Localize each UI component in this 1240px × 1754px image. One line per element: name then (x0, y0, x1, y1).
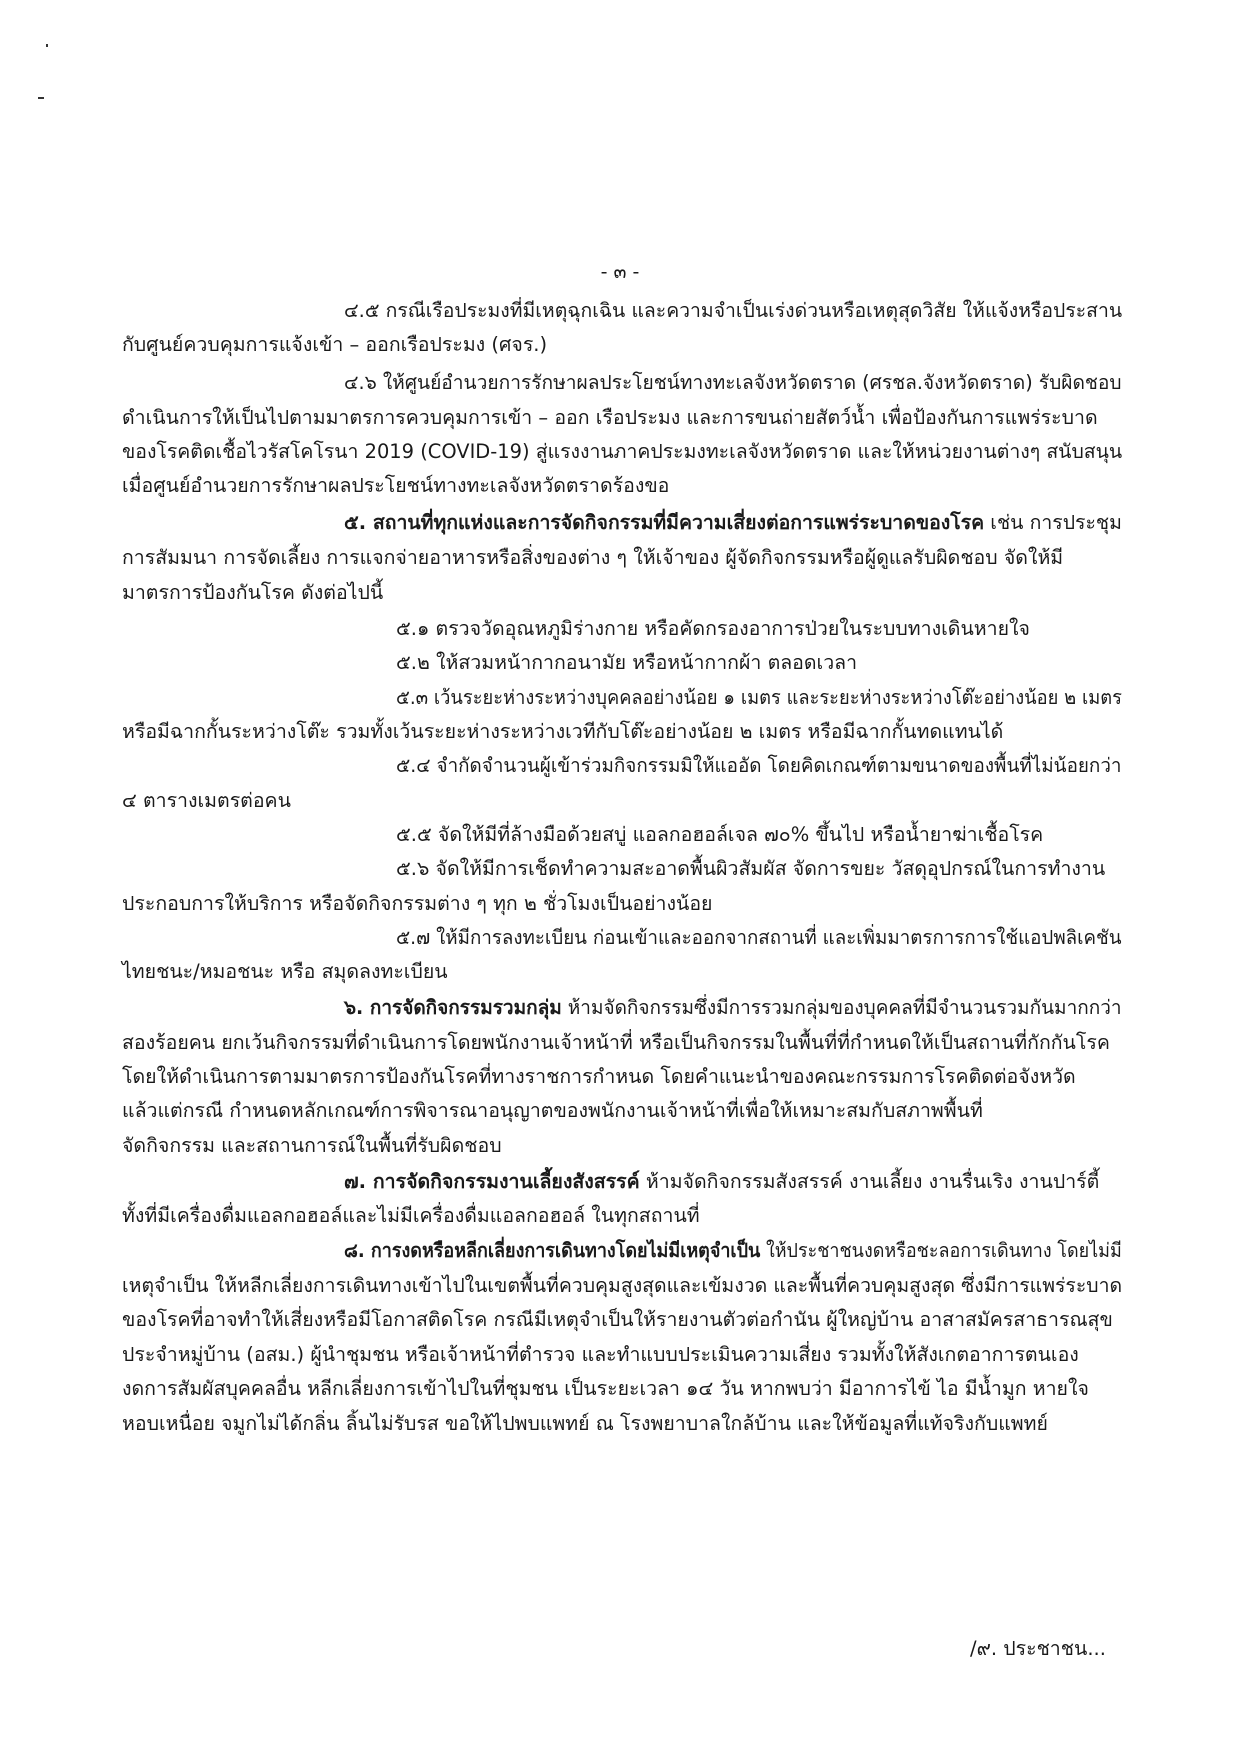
section-6-text: ห้ามจัดกิจกรรมซึ่งมีการรวมกลุ่มของบุคคลที่มีจำนวนรวมกันมากกว่า (561, 996, 1122, 1019)
section-5-line-1 (344, 508, 1122, 538)
section-6-line-3: โดยให้ดำเนินการตามมาตรการป้องกันโรคที่ทางราชการกำหนด โดยคำแนะนำของคณะกรรมการโรคติดต่อจังหวัด (122, 1065, 1076, 1088)
section-7-line-2: ทั้งที่มีเครื่องดื่มแอลกอฮอล์และไม่มีเครื่องดื่มแอลกอฮอล์ ในทุกสถานที่ (122, 1204, 700, 1227)
section-8-text: ให้ประชาชนงดหรือชะลอการเดินทาง โดยไม่มี (760, 1239, 1122, 1262)
section-8-line-5: งดการสัมผัสบุคคลอื่น หลีกเลี่ยงการเข้าไปในที่ชุมชน เป็นระยะเวลา ๑๔ วัน หากพบว่า มีอาการไข้ ไอ มีน้ำมูก หายใจ (122, 1377, 1089, 1400)
item-5-1: ๕.๑ ตรวจวัดอุณหภูมิร่างกาย หรือคัดกรองอาการป่วยในระบบทางเดินหายใจ (396, 617, 1030, 640)
section-5-line-2: การสัมมนา การจัดเลี้ยง การแจกจ่ายอาหารหรือสิ่งของต่าง ๆ ให้เจ้าของ ผู้จัดกิจกรรมหรือผู้ดูแลรับผิดชอบ จัดให้มี (122, 546, 1064, 569)
item-5-4-line-2: ๔ ตารางเมตรต่อคน (122, 789, 291, 812)
item-5-6-line-1: ๕.๖ จัดให้มีการเช็ดทำความสะอาดพื้นผิวสัมผัส จัดการขยะ วัสดุอุปกรณ์ในการทำงาน (396, 857, 1106, 880)
scan-dash (38, 97, 44, 99)
continuation-reference: /๙. ประชาชน... (970, 1637, 1106, 1660)
section-6-line-2: สองร้อยคน ยกเว้นกิจกรรมที่ดำเนินการโดยพนักงานเจ้าหน้าที่ หรือเป็นกิจกรรมในพื้นที่ที่กำหนดให้เป็นสถานที่กักกันโรค (122, 1031, 1110, 1054)
item-5-4-line-1: ๕.๔ จำกัดจำนวนผู้เข้าร่วมกิจกรรมมิให้แออัด โดยคิดเกณฑ์ตามขนาดของพื้นที่ไม่น้อยกว่า (396, 754, 1122, 777)
item-5-2: ๕.๒ ให้สวมหน้ากากอนามัย หรือหน้ากากผ้า ตลอดเวลา (396, 651, 858, 674)
para-4-6-line-2: ดำเนินการให้เป็นไปตามมาตรการควบคุมการเข้า – ออก เรือประมง และการขนถ่ายสัตว์น้ำ เพื่อป้องกันการแพร่ระบาด (122, 406, 1098, 429)
section-6-line-4: แล้วแต่กรณี กำหนดหลักเกณฑ์การพิจารณาอนุญาตของพนักงานเจ้าหน้าที่เพื่อให้เหมาะสมกับสภาพพื้นที่ (122, 1099, 983, 1122)
item-5-7-line-1: ๕.๗ ให้มีการลงทะเบียน ก่อนเข้าและออกจากสถานที่ และเพิ่มมาตรการการใช้แอปพลิเคชัน (396, 926, 1122, 949)
section-5-line-3: มาตรการป้องกันโรค ดังต่อไปนี้ (122, 581, 384, 604)
section-7-line-1 (344, 1167, 1099, 1197)
section-8-heading: ๘. การงดหรือหลีกเลี่ยงการเดินทางโดยไม่มีเหตุจำเป็น (344, 1239, 761, 1262)
page-number: - ๓ - (600, 261, 640, 283)
section-8-line-6: หอบเหนื่อย จมูกไม่ได้กลิ่น ลิ้นไม่รับรส ขอให้ไปพบแพทย์ ณ โรงพยาบาลใกล้บ้าน และให้ข้อมูลที่แท้จริงกับแพทย์ (122, 1412, 1048, 1435)
section-8-line-2: เหตุจำเป็น ให้หลีกเลี่ยงการเดินทางเข้าไปในเขตพื้นที่ควบคุมสูงสุดและเข้มงวด และพื้นที่ควบคุมสูงสุด ซึ่งมีการแพร่ระบาด (122, 1274, 1123, 1297)
section-6-line-1 (344, 993, 1122, 1023)
para-4-6-line-1: ๔.๖ ให้ศูนย์อำนวยการรักษาผลประโยชน์ทางทะเลจังหวัดตราด (ศรชล.จังหวัดตราด) รับผิดชอบ (344, 371, 1122, 394)
para-4-6-line-4: เมื่อศูนย์อำนวยการรักษาผลประโยชน์ทางทะเลจังหวัดตราดร้องขอ (122, 474, 670, 497)
section-8-line-1 (344, 1236, 1122, 1266)
section-6-heading: ๖. การจัดกิจกรรมรวมกลุ่ม (344, 996, 562, 1019)
section-7-text: ห้ามจัดกิจกรรมสังสรรค์ งานเลี้ยง งานรื่นเริง งานปาร์ตี้ (639, 1170, 1100, 1193)
item-5-6-line-2: ประกอบการให้บริการ หรือจัดกิจกรรมต่าง ๆ ทุก ๒ ชั่วโมงเป็นอย่างน้อย (122, 892, 713, 915)
item-5-7-line-2: ไทยชนะ/หมอชนะ หรือ สมุดลงทะเบียน (122, 960, 448, 983)
para-4-5-line-1: ๔.๕ กรณีเรือประมงที่มีเหตุฉุกเฉิน และความจำเป็นเร่งด่วนหรือเหตุสุดวิสัย ให้แจ้งหรือประสาน (344, 299, 1123, 322)
item-5-3-line-2: หรือมีฉากกั้นระหว่างโต๊ะ รวมทั้งเว้นระยะห่างระหว่างเวทีกับโต๊ะอย่างน้อย ๒ เมตร หรือมีฉากกั้นทดแทนได้ (122, 720, 1004, 743)
item-5-5: ๕.๕ จัดให้มีที่ล้างมือด้วยสบู่ แอลกอฮอล์เจล ๗๐% ขึ้นไป หรือน้ำยาฆ่าเชื้อโรค (396, 823, 1044, 846)
para-4-5-line-2: กับศูนย์ควบคุมการแจ้งเข้า – ออกเรือประมง (ศจร.) (122, 333, 548, 356)
section-7-heading: ๗. การจัดกิจกรรมงานเลี้ยงสังสรรค์ (344, 1170, 640, 1193)
section-8-line-3: ของโรคที่อาจทำให้เสี่ยงหรือมีโอกาสติดโรค กรณีมีเหตุจำเป็นให้รายงานตัวต่อกำนัน ผู้ใหญ่บ้าน อาสาสมัครสาธารณสุข (122, 1308, 1113, 1331)
scan-speck (46, 44, 48, 47)
section-5-text: เช่น การประชุม (984, 511, 1122, 534)
item-5-3-line-1: ๕.๓ เว้นระยะห่างระหว่างบุคคลอย่างน้อย ๑ เมตร และระยะห่างระหว่างโต๊ะอย่างน้อย ๒ เมตร (396, 686, 1122, 709)
section-6-line-5: จัดกิจกรรม และสถานการณ์ในพื้นที่รับผิดชอบ (122, 1134, 502, 1157)
section-8-line-4: ประจำหมู่บ้าน (อสม.) ผู้นำชุมชน หรือเจ้าหน้าที่ตำรวจ และทำแบบประเมินความเสี่ยง รวมทั้งให้สังเกตอาการตนเอง (122, 1343, 1079, 1366)
para-4-6-line-3: ของโรคติดเชื้อไวรัสโคโรนา 2019 (COVID-19) สู่แรงงานภาคประมงทะเลจังหวัดตราด และให้หน่วยงานต่างๆ สนับสนุน (122, 440, 1123, 463)
section-5-heading: ๕. สถานที่ทุกแห่งและการจัดกิจกรรมที่มีความเสี่ยงต่อการแพร่ระบาดของโรค (344, 511, 985, 534)
